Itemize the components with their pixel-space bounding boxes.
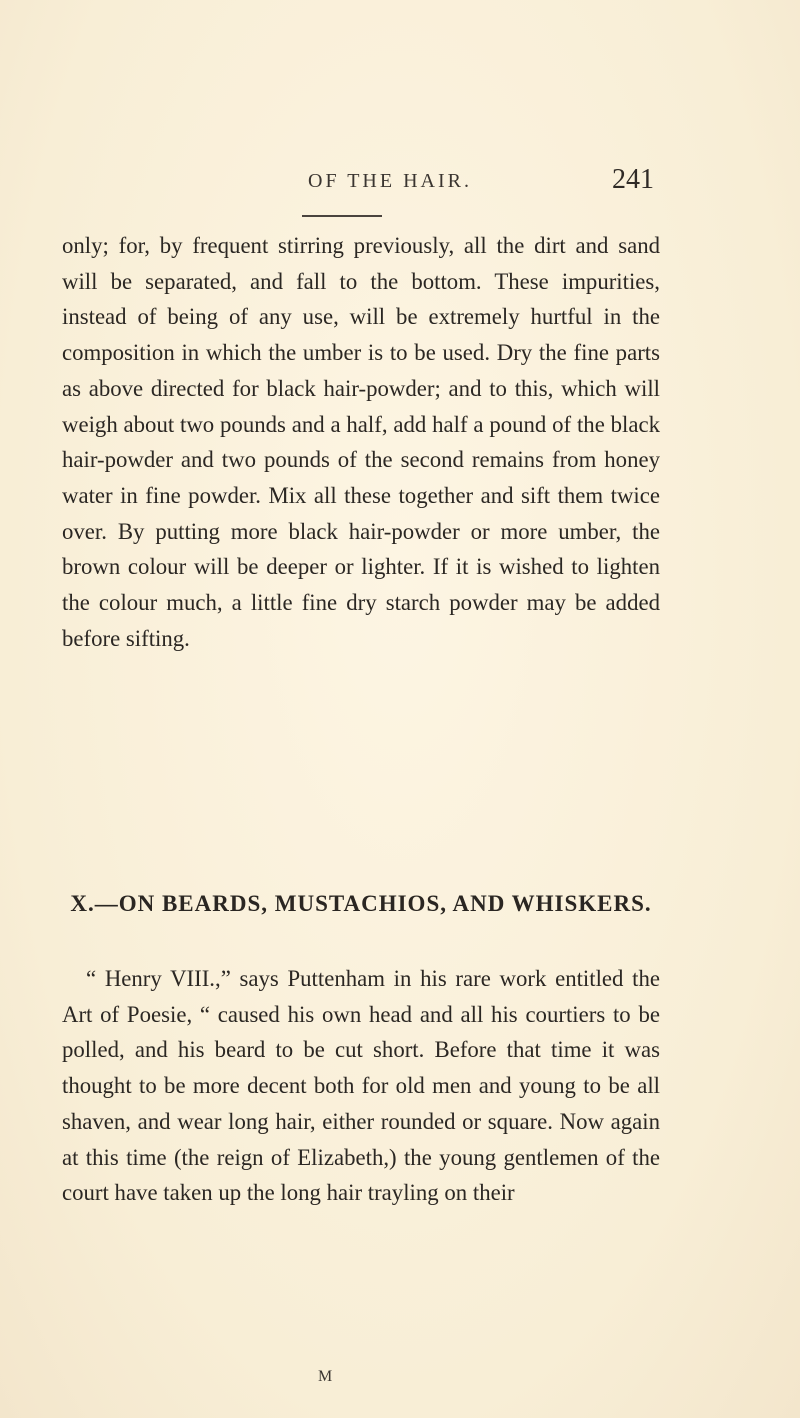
running-head: OF THE HAIR.	[308, 170, 472, 192]
section-heading: X.—ON BEARDS, MUSTACHIOS, AND WHISKERS.	[70, 891, 652, 916]
signature-mark: M	[318, 1368, 334, 1385]
page-number: 241	[612, 164, 654, 195]
paragraph-text: only; for, by frequent stirring previously, all the dirt and sand will be separated, and fall to the bottom. These impurities, instead of being of any use, will be extremely hurtful in the composition in which the umber is to be used. Dry the fine parts as above directed for black hair-powder; and to this, which will weigh about two pounds and a half, add half a pound of the black hair-powder and two pounds of the second remains from honey water in fine powder. Mix all these together and sift them twice over. By putting more black hair-powder or more umber, the brown colour will be deeper or lighter. If it is wished to lighten the colour much, a little fine dry starch powder may be added before sifting.	[62, 233, 660, 651]
header-rule	[302, 215, 382, 217]
paragraph-text: “ Henry VIII.,” says Puttenham in his rare work entitled the Art of Poesie, “ caused his own head and all his courtiers to be polled, and his beard to be cut short. Before that time it was thought to be more decent both for old men and young to be all shaven, and wear long hair, either rounded or square. Now again at this time (the reign of Elizabeth,) the young gentlemen of the court have taken up the long hair trayling on their	[62, 966, 660, 1206]
body-paragraph-quote	[62, 961, 660, 1211]
body-paragraph-continued	[62, 228, 660, 656]
